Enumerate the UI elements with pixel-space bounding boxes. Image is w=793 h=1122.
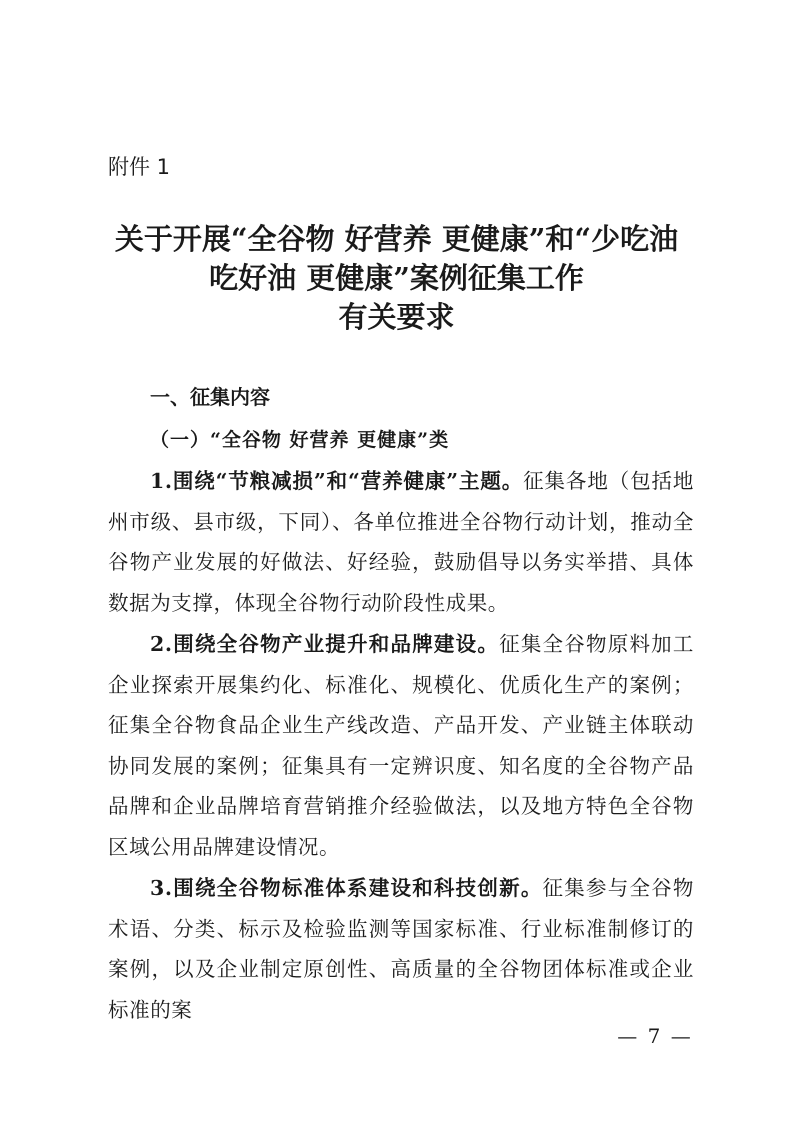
page-number: — 7 — [617,1024,693,1048]
section-heading: 一、征集内容 [150,385,270,409]
body-text [108,461,694,1031]
document-title [60,220,733,337]
paragraph-1 [108,461,694,623]
paragraph-3-text: 征集参与全谷物术语、分类、标示及检验监测等国家标准、行业标准制修订的案例，以及企业制定原创性、高质量的全谷物团体标准或企业标准的案 [108,876,694,1022]
title-line-3: 有关要求 [338,300,455,334]
paragraph-1-lead: 1.围绕“节粮减损”和“营养健康”主题。 [150,469,524,493]
paragraph-2 [108,624,694,867]
paragraph-1-text: 征集各地（包括地州市级、县市级，下同）、各单位推进全谷物行动计划，推动全谷物产业发展的好做法、好经验，鼓励倡导以务实举措、具体数据为支撑，体现全谷物行动阶段性成果。 [108,469,694,615]
attachment-label: 附件 1 [108,155,171,179]
sub-heading: （一）“全谷物 好营养 更健康”类 [150,429,450,451]
title-line-1: 关于开展“全谷物 好营养 更健康”和“少吃油 [114,222,679,256]
paragraph-3-lead: 3.围绕全谷物标准体系建设和科技创新。 [150,876,543,900]
title-line-2: 吃好油 更健康”案例征集工作 [209,261,584,295]
paragraph-2-text: 征集全谷物原料加工企业探索开展集约化、标准化、规模化、优质化生产的案例；征集全谷物食品企业生产线改造、产品开发、产业链主体联动协同发展的案例；征集具有一定辨识度、知名度的全谷物产品品牌和企业品牌培育营销推介经验做法，以及地方特色全谷物区域公用品牌建设情况。 [108,632,694,859]
paragraph-2-lead: 2.围绕全谷物产业提升和品牌建设。 [150,632,500,656]
paragraph-3 [108,868,694,1030]
